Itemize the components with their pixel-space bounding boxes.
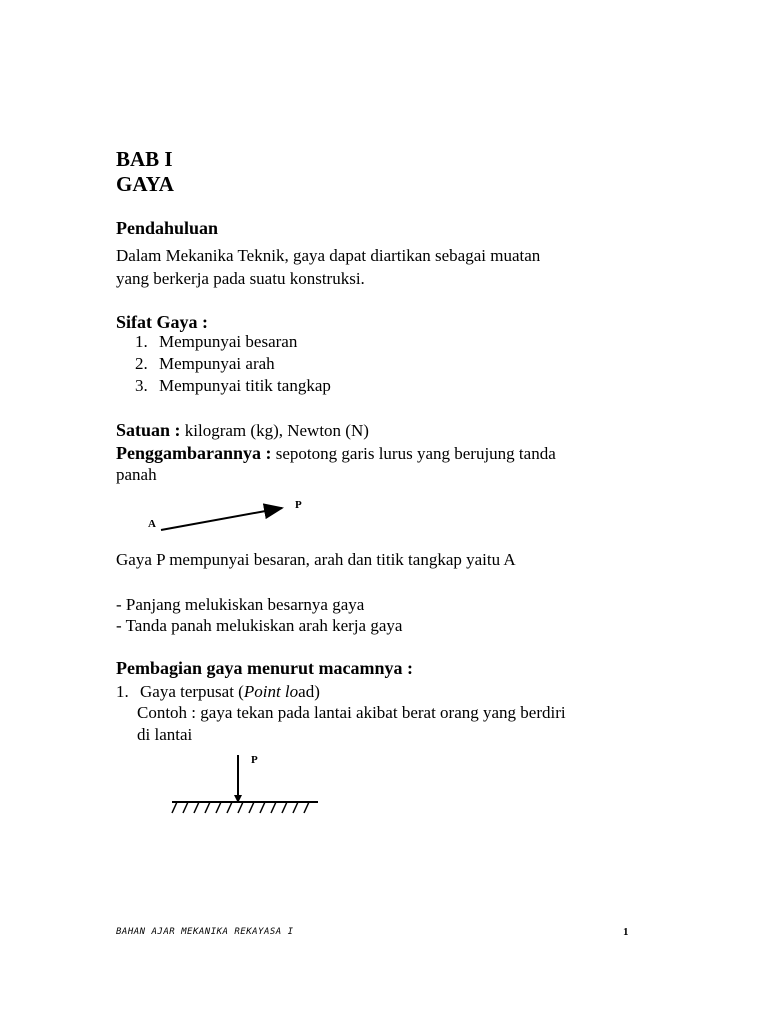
sifat-item — [135, 375, 331, 397]
sifat-item-text: Mempunyai titik tangkap — [159, 376, 331, 395]
point-load-figure — [168, 753, 328, 823]
floor-hatching — [172, 802, 309, 813]
chapter-number: BAB I — [116, 147, 173, 171]
pembagian-item-number: 1. — [116, 682, 129, 701]
force-p-label: P — [295, 499, 302, 511]
sifat-item-text: Mempunyai besaran — [159, 332, 298, 351]
point-a-label: A — [148, 518, 156, 530]
pembagian-item-text-italic: Point lo — [243, 682, 299, 701]
pembagian-item-1 — [116, 681, 320, 703]
sifat-heading: Sifat Gaya : — [116, 312, 208, 332]
footer-course-title: BAHAN AJAR MEKANIKA REKAYASA I — [116, 927, 294, 937]
page-number: 1 — [623, 926, 629, 938]
intro-line-1: Dalam Mekanika Teknik, gaya dapat diartikan sebagai muatan — [116, 246, 541, 265]
penggambaran-line-2: panah — [116, 465, 157, 484]
satuan-text: kilogram (kg), Newton (N) — [184, 421, 369, 440]
penggambaran-label: Penggambarannya : — [116, 443, 272, 463]
force-vector-figure — [140, 495, 340, 545]
satuan-line — [116, 419, 369, 442]
note-length: - Panjang melukiskan besarnya gaya — [116, 595, 365, 614]
pembagian-item-text-before: Gaya terpusat ( — [140, 682, 244, 701]
satuan-label: Satuan : — [116, 420, 181, 440]
pembagian-heading: Pembagian gaya menurut macamnya : — [116, 658, 413, 678]
sifat-item-number: 1. — [135, 332, 148, 351]
point-load-p-label: P — [251, 754, 258, 766]
example-line-2: di lantai — [137, 725, 193, 744]
sifat-item-number: 2. — [135, 354, 148, 373]
chapter-title: GAYA — [116, 172, 174, 196]
penggambaran-line — [116, 442, 556, 465]
note-arrow: - Tanda panah melukiskan arah kerja gaya — [116, 616, 403, 635]
sifat-item-text: Mempunyai arah — [159, 354, 275, 373]
example-line-1: Contoh : gaya tekan pada lantai akibat berat orang yang berdiri — [137, 703, 566, 722]
sifat-item-number: 3. — [135, 376, 148, 395]
force-vector-arrow — [161, 508, 282, 530]
sifat-item — [135, 331, 297, 353]
penggambaran-text: sepotong garis lurus yang berujung tanda — [275, 444, 556, 463]
intro-line-2: yang berkerja pada suatu konstruksi. — [116, 269, 365, 288]
gaya-p-description: Gaya P mempunyai besaran, arah dan titik tangkap yaitu A — [116, 550, 516, 569]
sifat-item — [135, 353, 275, 375]
pembagian-item-text-after: ad) — [298, 682, 320, 701]
intro-heading: Pendahuluan — [116, 218, 219, 238]
